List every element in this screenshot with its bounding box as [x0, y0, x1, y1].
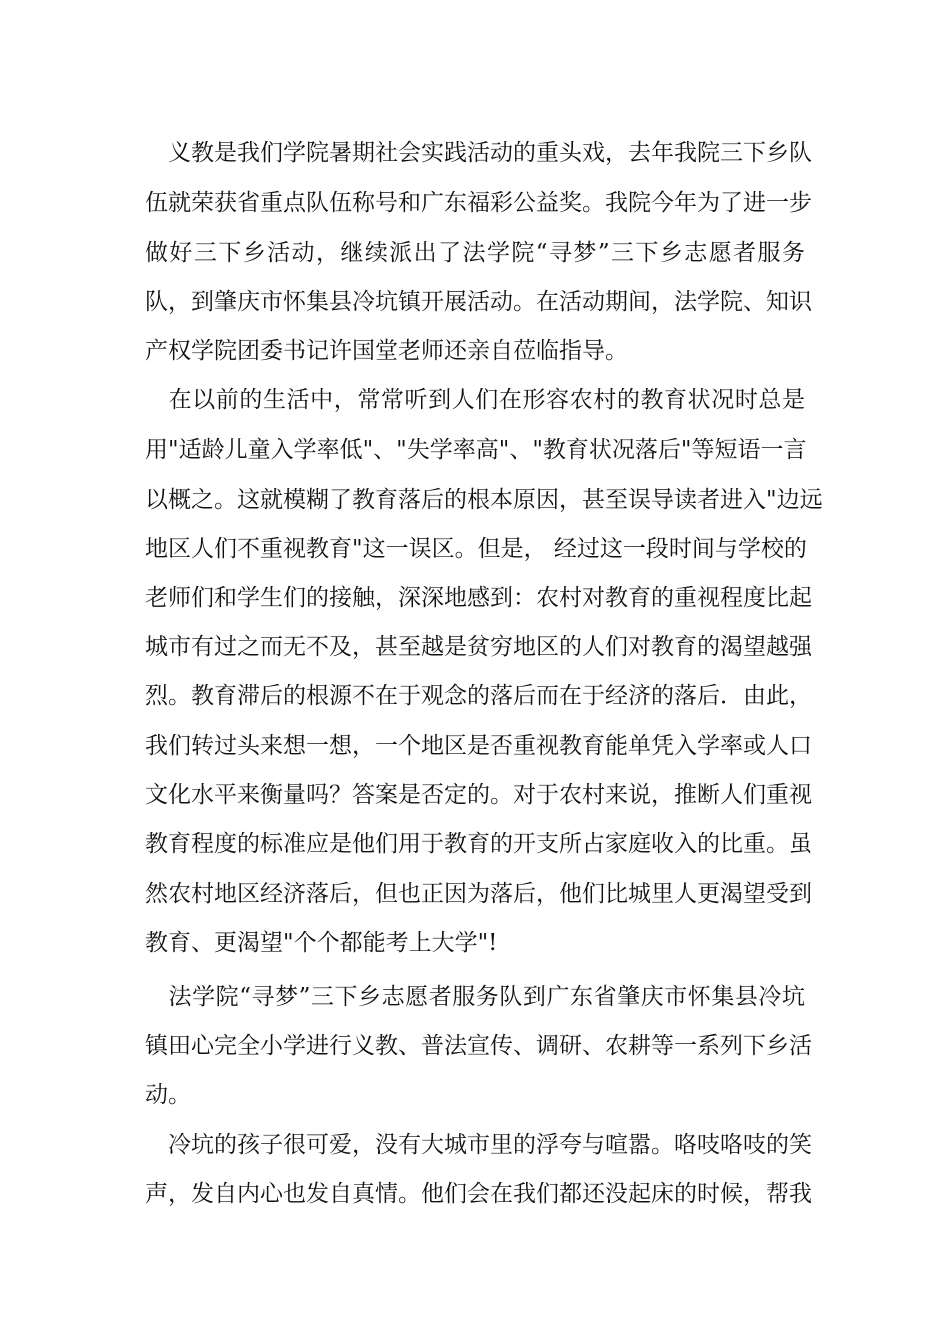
paragraph-1-line-2: 伍就荣获省重点队伍称号和广东福彩公益奖。我院今年为了进一步: [145, 190, 812, 216]
paragraph-3-line-1: 法学院“寻梦”三下乡志愿者服务队到广东省肇庆市怀集县冷坑: [145, 984, 805, 1010]
paragraph-1-line-3: 做好三下乡活动，继续派出了法学院“寻梦”三下乡志愿者服务: [145, 240, 805, 266]
paragraph-2-line-6: 城市有过之而无不及，甚至越是贫穷地区的人们对教育的渴望越强: [145, 634, 812, 660]
paragraph-2-line-8: 我们转过头来想一想，一个地区是否重视教育能单凭入学率或人口: [145, 733, 812, 759]
paragraph-4-line-1: 冷坑的孩子很可爱，没有大城市里的浮夸与喧嚣。咯吱咯吱的笑: [145, 1132, 812, 1158]
paragraph-1-line-1: 义教是我们学院暑期社会实践活动的重头戏，去年我院三下乡队: [145, 140, 812, 166]
paragraph-2-line-5: 老师们和学生们的接触，深深地感到：农村对教育的重视程度比起: [145, 585, 812, 611]
paragraph-1-line-5: 产权学院团委书记许国堂老师还亲自莅临指导。: [145, 338, 628, 364]
paragraph-3-line-2: 镇田心完全小学进行义教、普法宣传、调研、农耕等一系列下乡活: [145, 1033, 812, 1059]
paragraph-2-line-2: 用"适龄儿童入学率低"、"失学率高"、"教育状况落后"等短语一言: [145, 437, 807, 463]
paragraph-2-line-9: 文化水平来衡量吗？答案是否定的。对于农村来说，推断人们重视: [145, 782, 812, 808]
paragraph-2-line-4: 地区人们不重视教育"这一误区。但是， 经过这一段时间与学校的: [145, 536, 807, 562]
paragraph-3-line-3: 动。: [145, 1082, 191, 1108]
paragraph-2-line-12: 教育、更渴望"个个都能考上大学"!: [145, 930, 498, 956]
paragraph-1-line-4: 队，到肇庆市怀集县冷坑镇开展活动。在活动期间，法学院、知识: [145, 289, 812, 315]
paragraph-2-line-3: 以概之。这就模糊了教育落后的根本原因，甚至误导读者进入"边远: [145, 487, 823, 513]
paragraph-2-line-1: 在以前的生活中，常常听到人们在形容农村的教育状况时总是: [145, 387, 805, 413]
paragraph-4-line-2: 声，发自内心也发自真情。他们会在我们都还没起床的时候，帮我: [145, 1181, 812, 1207]
paragraph-2-line-10: 教育程度的标准应是他们用于教育的开支所占家庭收入的比重。虽: [145, 831, 812, 857]
paragraph-2-line-7: 烈。教育滞后的根源不在于观念的落后而在于经济的落后．由此，: [145, 683, 812, 709]
paragraph-2-line-11: 然农村地区经济落后，但也正因为落后，他们比城里人更渴望受到: [145, 881, 812, 907]
